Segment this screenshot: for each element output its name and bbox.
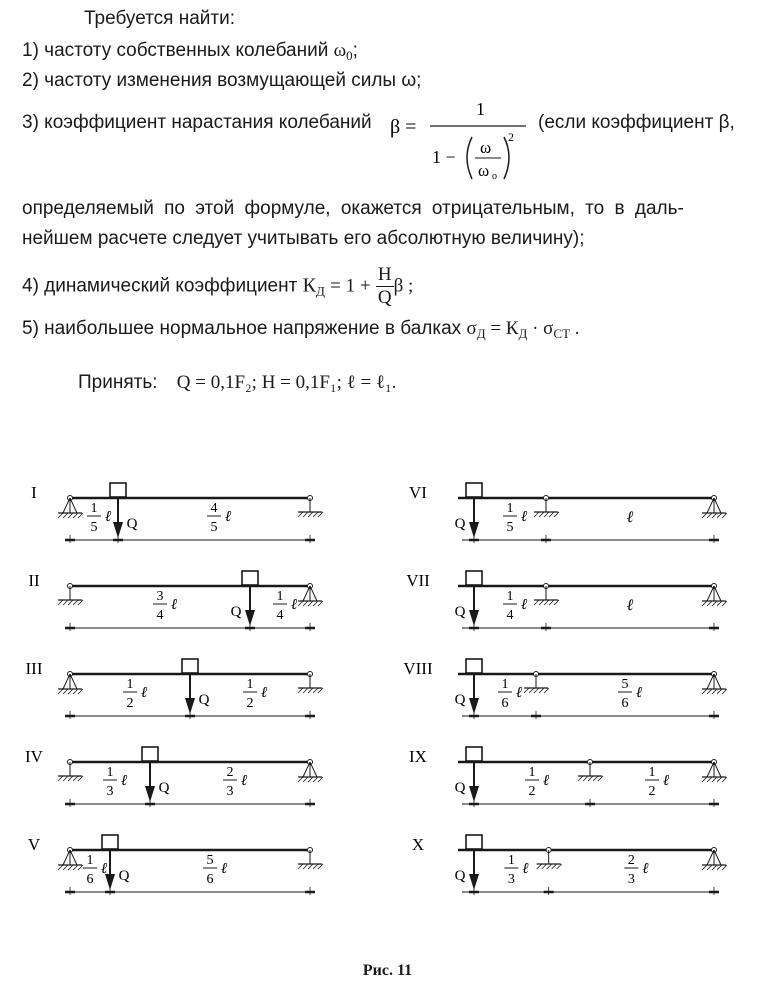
ground-hatch <box>524 688 549 693</box>
ground-hatch <box>58 600 83 605</box>
paragraph-line-1: определяемый по этой формуле, окажется отрицательным, то в даль- <box>22 198 684 219</box>
fraction-denominator: 3 <box>507 872 515 887</box>
h-num: H <box>377 264 392 285</box>
length-symbol: ℓ <box>662 773 670 789</box>
item-4-text: 4) динамический коэффициент <box>22 275 298 297</box>
beta-num: 1 <box>476 99 485 119</box>
exp-2: 2 <box>508 130 514 144</box>
fraction-denominator: 6 <box>86 872 94 887</box>
ground-hatch <box>534 600 559 605</box>
length-symbol: ℓ <box>290 597 298 613</box>
fraction-numerator: 1 <box>90 501 98 516</box>
load-box <box>466 659 482 673</box>
ground-hatch <box>58 776 83 781</box>
fraction-numerator: 2 <box>226 765 234 780</box>
k-symbol: К <box>302 274 316 297</box>
q-den: Q <box>377 287 392 308</box>
scheme-label: IX <box>409 747 427 766</box>
fraction-denominator: 6 <box>501 696 509 711</box>
span-length: ℓ <box>626 597 634 614</box>
ground-hatch <box>58 865 83 870</box>
load-box <box>182 659 198 673</box>
accept-line <box>78 372 396 394</box>
length-symbol: ℓ <box>100 861 108 877</box>
fraction-numerator: 5 <box>206 853 214 868</box>
item-4 <box>22 264 413 309</box>
length-symbol: ℓ <box>120 773 128 789</box>
beam-schemes <box>0 460 775 960</box>
item-2: 2) частоту изменения возмущающей силы ω; <box>22 70 422 91</box>
fraction-denominator: 2 <box>648 784 656 799</box>
ground-hatch <box>702 689 727 694</box>
scheme-iv <box>25 747 323 807</box>
k-eq: = 1 + <box>330 275 371 297</box>
k-sub: Д <box>315 283 325 299</box>
item-5 <box>22 318 580 342</box>
length-symbol: ℓ <box>515 685 523 701</box>
fraction-numerator: 4 <box>210 501 218 516</box>
fraction-numerator: 1 <box>507 853 515 868</box>
ground-hatch <box>702 513 727 518</box>
scheme-label: III <box>25 659 43 678</box>
length-symbol: ℓ <box>520 597 528 613</box>
ground-hatch <box>298 777 323 782</box>
scheme-label: X <box>411 835 425 854</box>
pin-support <box>707 674 721 689</box>
right-column <box>403 483 727 895</box>
paragraph-line-2: нейшем расчете следует учитывать его абсолютную величину); <box>22 228 585 249</box>
fraction-numerator: 1 <box>501 677 509 692</box>
load-box <box>466 835 482 849</box>
omega-sub: 0 <box>346 48 353 63</box>
h-over-q <box>376 264 394 309</box>
pin-support <box>707 762 721 777</box>
load-box <box>142 747 158 761</box>
fraction-numerator: 2 <box>627 853 635 868</box>
length-symbol: ℓ <box>140 685 148 701</box>
fraction-denominator: 4 <box>506 608 514 623</box>
sigma-dot: · σ <box>527 318 554 339</box>
pin-support <box>63 674 77 689</box>
scheme-v <box>28 835 323 895</box>
length-symbol: ℓ <box>220 861 228 877</box>
sigma-d: σ <box>466 318 477 339</box>
beta-formula <box>388 93 528 188</box>
scheme-label: VIII <box>403 659 433 678</box>
fraction-numerator: 1 <box>506 501 514 516</box>
ground-hatch <box>578 776 603 781</box>
scheme-ii <box>28 571 323 631</box>
scheme-ix <box>409 747 727 807</box>
ground-hatch <box>298 864 323 869</box>
pin-support <box>707 586 721 601</box>
length-symbol: ℓ <box>520 509 528 525</box>
length-symbol: ℓ <box>522 861 529 877</box>
ground-hatch <box>702 777 727 782</box>
pin-support <box>63 498 77 513</box>
fraction-denominator: 4 <box>276 608 284 623</box>
scheme-i <box>31 483 323 543</box>
fraction-denominator: 6 <box>621 696 629 711</box>
fraction-numerator: 1 <box>276 589 284 604</box>
load-label: Q <box>126 516 138 532</box>
pin-support <box>303 586 317 601</box>
length-symbol: ℓ <box>224 509 232 525</box>
ground-hatch <box>537 864 562 869</box>
item-3-text: 3) коэффициент нарастания колебаний <box>22 112 372 133</box>
fraction-denominator: 3 <box>226 784 234 799</box>
load-label: Q <box>118 868 130 884</box>
fraction-denominator: 5 <box>210 520 218 535</box>
ground-hatch <box>298 512 323 517</box>
fraction-numerator: 1 <box>106 765 114 780</box>
item-1-text: 1) частоту собственных колебаний <box>22 40 334 61</box>
ground-hatch <box>58 513 83 518</box>
length-symbol: ℓ <box>542 773 550 789</box>
load-label: Q <box>454 604 466 620</box>
ground-hatch <box>534 512 559 517</box>
omega-symbol: ω <box>333 40 347 61</box>
omega-num: ω <box>480 138 492 157</box>
pin-support <box>707 850 721 865</box>
load-label: Q <box>454 516 466 532</box>
item-3-after: (если коэффициент β, <box>538 112 735 133</box>
item-5-text: 5) наибольшее нормальное напряжение в балках <box>22 318 462 339</box>
heading: Требуется найти: <box>84 8 235 29</box>
fraction-denominator: 5 <box>506 520 514 535</box>
load-box <box>466 571 482 585</box>
fraction-numerator: 3 <box>156 589 164 604</box>
load-label: Q <box>230 604 242 620</box>
ground-hatch <box>702 601 727 606</box>
scheme-label: VII <box>406 571 430 590</box>
accept-formula: Q = 0,1F₂; H = 0,1F₁; ℓ = ℓ₁. <box>176 372 397 393</box>
fraction-numerator: 1 <box>126 677 134 692</box>
pin-support <box>63 850 77 865</box>
load-label: Q <box>454 780 466 796</box>
length-symbol: ℓ <box>240 773 248 789</box>
load-label: Q <box>198 692 210 708</box>
load-label: Q <box>454 692 466 708</box>
scheme-vi <box>409 483 727 543</box>
omega0-den: ω <box>478 161 490 180</box>
fraction-denominator: 5 <box>90 520 98 535</box>
ground-hatch <box>58 689 83 694</box>
pin-support <box>707 498 721 513</box>
scheme-x <box>412 835 727 895</box>
k5-sub: Д <box>518 326 528 341</box>
scheme-label: II <box>28 571 40 590</box>
item-5-end: . <box>570 318 580 339</box>
length-symbol: ℓ <box>104 509 112 525</box>
scheme-label: VI <box>409 483 427 502</box>
scheme-viii <box>403 659 727 719</box>
item-1-end: ; <box>352 40 358 61</box>
sigma-sub: Д <box>476 326 486 341</box>
left-column <box>25 483 323 895</box>
fraction-denominator: 6 <box>206 872 214 887</box>
sigma-eq: = К <box>485 318 519 339</box>
fraction-numerator: 5 <box>621 677 629 692</box>
omega0-sub: o <box>492 171 497 182</box>
fraction-numerator: 1 <box>528 765 536 780</box>
load-box <box>466 747 482 761</box>
span-length: ℓ <box>626 509 634 526</box>
load-box <box>102 835 118 849</box>
scheme-label: IV <box>25 747 43 766</box>
scheme-label: I <box>31 483 37 502</box>
fraction-denominator: 2 <box>528 784 536 799</box>
figure-caption: Рис. 11 <box>362 962 413 979</box>
length-symbol: ℓ <box>635 685 643 701</box>
scheme-vii <box>406 571 727 631</box>
one-minus: 1 − <box>432 147 456 167</box>
scheme-label: V <box>27 835 41 854</box>
st-sub: СТ <box>553 326 571 341</box>
fraction-numerator: 1 <box>648 765 656 780</box>
load-box <box>466 483 482 497</box>
accept-label: Принять: <box>78 372 158 393</box>
ground-hatch <box>298 601 323 606</box>
pin-support <box>303 762 317 777</box>
load-label: Q <box>158 780 170 796</box>
load-box <box>242 571 258 585</box>
scheme-iii <box>26 659 323 719</box>
ground-hatch <box>298 688 323 693</box>
length-symbol: ℓ <box>170 597 178 613</box>
fraction-numerator: 1 <box>246 677 254 692</box>
fraction-numerator: 1 <box>86 853 94 868</box>
fraction-denominator: 3 <box>106 784 114 799</box>
fraction-denominator: 2 <box>246 696 254 711</box>
k-tail: β ; <box>393 275 414 297</box>
load-box <box>110 483 126 497</box>
beta-eq: β = <box>390 116 417 138</box>
fraction-denominator: 2 <box>126 696 134 711</box>
load-label: Q <box>454 868 466 884</box>
length-symbol: ℓ <box>260 685 268 701</box>
item-1 <box>22 40 358 64</box>
fraction-denominator: 3 <box>627 872 635 887</box>
length-symbol: ℓ <box>642 861 649 877</box>
fraction-numerator: 1 <box>506 589 514 604</box>
fraction-denominator: 4 <box>156 608 164 623</box>
ground-hatch <box>702 865 727 870</box>
